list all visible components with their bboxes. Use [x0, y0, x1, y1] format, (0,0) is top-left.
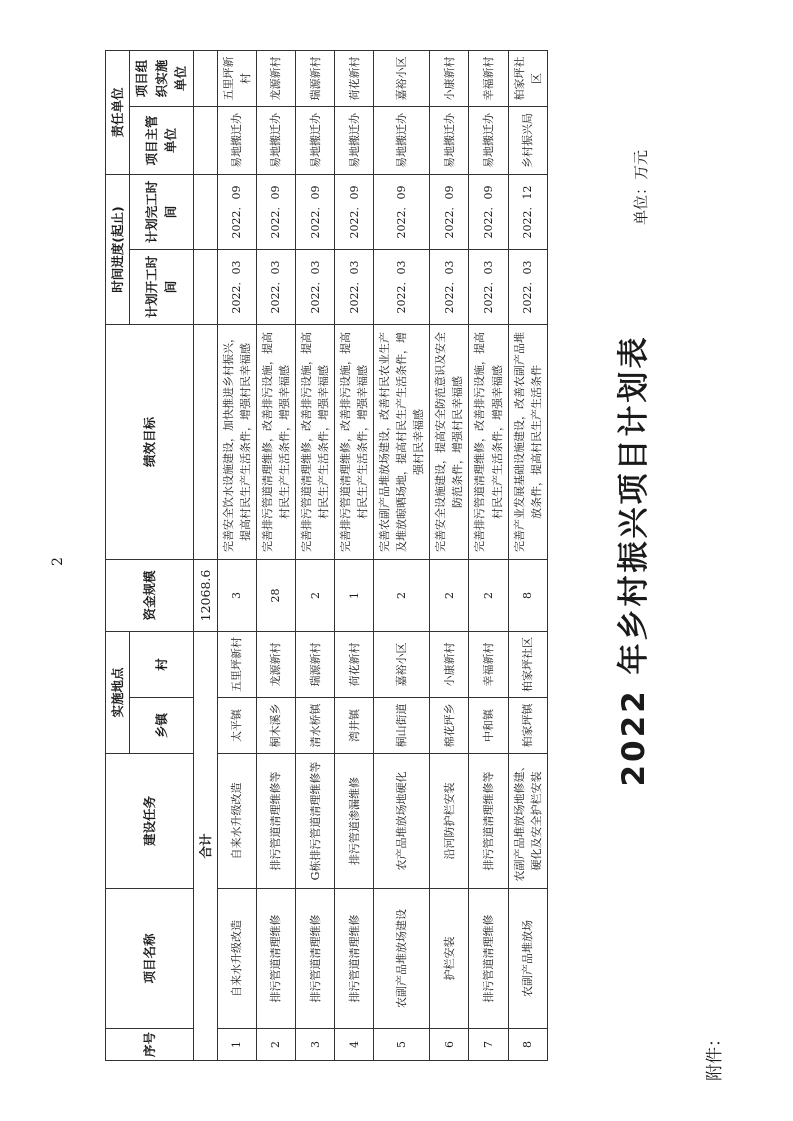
cell-name: 排污管道清理维修: [256, 889, 295, 1029]
cell-end: 2022．09: [217, 174, 256, 249]
header-town: 乡镇: [130, 698, 193, 754]
cell-start: 2022．03: [508, 249, 547, 324]
table-row: [469, 50, 508, 1060]
cell-funds: 2: [374, 559, 430, 631]
cell-dept: 易地搬迁办: [430, 106, 469, 174]
cell-end: 2022．09: [296, 174, 335, 249]
cell-dept: 易地搬迁办: [335, 106, 374, 174]
cell-name: 自来水升级改造: [217, 889, 256, 1029]
cell-dept: 易地搬迁办: [217, 106, 256, 174]
cell-task: 农产品堆放场地硬化: [374, 754, 430, 889]
cell-village: 荷花新村: [335, 631, 374, 697]
cell-org: 瑞源新村: [296, 50, 335, 106]
cell-seq: 2: [256, 1029, 295, 1061]
unit-label: 单位：万元: [632, 150, 650, 226]
header-row: [106, 50, 130, 1060]
table-row: [374, 50, 430, 1060]
cell-funds: 2: [430, 559, 469, 631]
table-row: [256, 50, 295, 1060]
header-start: 计划开工时间: [130, 249, 193, 324]
cell-village: 瑞源新村: [296, 631, 335, 697]
cell-seq: 8: [508, 1029, 547, 1061]
page-number: 2: [50, 557, 66, 566]
cell-village: 嘉裕小区: [374, 631, 430, 697]
page-title: 2022 年乡村振兴项目计划表: [616, 334, 652, 787]
cell-town: 湾井镇: [335, 698, 374, 754]
cell-funds: 8: [508, 559, 547, 631]
header-location: 实施地点: [106, 631, 130, 753]
cell-funds: 2: [469, 559, 508, 631]
cell-village: 柏家坪社区: [508, 631, 547, 697]
cell-goal: 完善产业发展基础设施建设，改善农副产品堆放条件，提高村民生产生活条件: [508, 324, 547, 559]
project-table: [105, 50, 548, 1061]
cell-task: 沿河防护栏安装: [430, 754, 469, 889]
cell-village: 幸福新村: [469, 631, 508, 697]
cell-task: G栋排污管道清理维修等: [296, 754, 335, 889]
cell-seq: 6: [430, 1029, 469, 1061]
cell-village: 五里坪新村: [217, 631, 256, 697]
cell-org: 荷花新村: [335, 50, 374, 106]
cell-task: 农副产品堆放场地修建、硬化及安全护栏安装: [508, 754, 547, 889]
cell-org: 嘉裕小区: [374, 50, 430, 106]
header-goal: 绩效目标: [106, 324, 194, 559]
cell-dept: 易地搬迁办: [374, 106, 430, 174]
cell-village: 小康新村: [430, 631, 469, 697]
cell-village: 龙源新村: [256, 631, 295, 697]
cell-end: 2022．09: [256, 174, 295, 249]
cell-org: 五里坪新村: [217, 50, 256, 106]
cell-seq: 5: [374, 1029, 430, 1061]
cell-town: 柏家坪镇: [508, 698, 547, 754]
cell-seq: 3: [296, 1029, 335, 1061]
header-responsibility: 责任单位: [106, 50, 130, 174]
cell-start: 2022．03: [469, 249, 508, 324]
attachment-label: 附件：: [705, 1030, 725, 1081]
cell-name: 排污管道清理维修: [335, 889, 374, 1029]
header-org: 项目组织实施单位: [130, 50, 193, 106]
cell-town: 棉花坪乡: [430, 698, 469, 754]
cell-end: 2022．09: [430, 174, 469, 249]
cell-dept: 乡村振兴局: [508, 106, 547, 174]
header-schedule: 时间进度(起止): [106, 174, 130, 324]
cell-goal: 完善排污管道清理维修，改善排污设施，提高村民生产生活条件，增强幸福感: [335, 324, 374, 559]
cell-goal: 完善安全饮水设施建设，加快推进乡村振兴，提高村民生产生活条件，增强村民幸福感: [217, 324, 256, 559]
total-funds: 12068.6: [193, 559, 217, 631]
cell-task: 排污管道清理维修等: [469, 754, 508, 889]
table-row: [508, 50, 547, 1060]
cell-seq: 7: [469, 1029, 508, 1061]
total-row: [193, 50, 217, 1060]
header-funds: 资金规模: [106, 559, 194, 631]
cell-seq: 1: [217, 1029, 256, 1061]
cell-dept: 易地搬迁办: [256, 106, 295, 174]
cell-end: 2022．09: [374, 174, 430, 249]
cell-start: 2022．03: [374, 249, 430, 324]
cell-start: 2022．03: [296, 249, 335, 324]
cell-org: 幸福新村: [469, 50, 508, 106]
cell-funds: 2: [296, 559, 335, 631]
cell-goal: 完善安全设施建设，提高安全防范意识及安全防范条件，增强村民幸福感: [430, 324, 469, 559]
cell-org: 龙源新村: [256, 50, 295, 106]
cell-town: 桐木溪乡: [256, 698, 295, 754]
cell-name: 农副产品堆放场: [508, 889, 547, 1029]
total-label: 合计: [193, 631, 217, 1060]
cell-town: 桐山街道: [374, 698, 430, 754]
table-row: [217, 50, 256, 1060]
cell-org: 柏家坪社区: [508, 50, 547, 106]
header-seq: 序号: [106, 1029, 194, 1061]
cell-seq: 4: [335, 1029, 374, 1061]
cell-funds: 3: [217, 559, 256, 631]
cell-goal: 完善农副产品堆放场建设，改善村民农业生产及堆放晾晒场地，提高村民生产生活条件，增强村民幸福感: [374, 324, 430, 559]
cell-start: 2022．03: [217, 249, 256, 324]
header-end: 计划完工时间: [130, 174, 193, 249]
table-row: [430, 50, 469, 1060]
cell-goal: 完善排污管道清理维修，改善排污设施，提高村民生产生活条件，增强幸福感: [296, 324, 335, 559]
table-row: [335, 50, 374, 1060]
cell-town: 太平镇: [217, 698, 256, 754]
cell-end: 2022．09: [469, 174, 508, 249]
cell-dept: 易地搬迁办: [469, 106, 508, 174]
cell-funds: 1: [335, 559, 374, 631]
table-row: [296, 50, 335, 1060]
cell-task: 排污管道渗漏维修: [335, 754, 374, 889]
cell-name: 排污管道清理维修: [296, 889, 335, 1029]
header-task: 建设任务: [106, 754, 194, 889]
cell-dept: 易地搬迁办: [296, 106, 335, 174]
header-dept: 项目主管单位: [130, 106, 193, 174]
cell-goal: 完善排污管道清理维修，改善排污设施，提高村民生产生活条件，增强幸福感: [256, 324, 295, 559]
cell-town: 清水桥镇: [296, 698, 335, 754]
cell-org: 小康新村: [430, 50, 469, 106]
cell-funds: 28: [256, 559, 295, 631]
cell-name: 护栏安装: [430, 889, 469, 1029]
header-name: 项目名称: [106, 889, 194, 1029]
cell-end: 2022．12: [508, 174, 547, 249]
cell-goal: 完善排污管道清理维修，改善排污设施，提高村民生产生活条件，增强幸福感: [469, 324, 508, 559]
cell-start: 2022．03: [335, 249, 374, 324]
cell-start: 2022．03: [256, 249, 295, 324]
cell-name: 排污管道清理维修: [469, 889, 508, 1029]
cell-town: 中和镇: [469, 698, 508, 754]
cell-task: 排污管道清理维修等: [256, 754, 295, 889]
cell-name: 农副产品堆放场建设: [374, 889, 430, 1029]
cell-end: 2022．09: [335, 174, 374, 249]
cell-task: 自来水升级改造: [217, 754, 256, 889]
header-village: 村: [130, 631, 193, 697]
cell-start: 2022．03: [430, 249, 469, 324]
